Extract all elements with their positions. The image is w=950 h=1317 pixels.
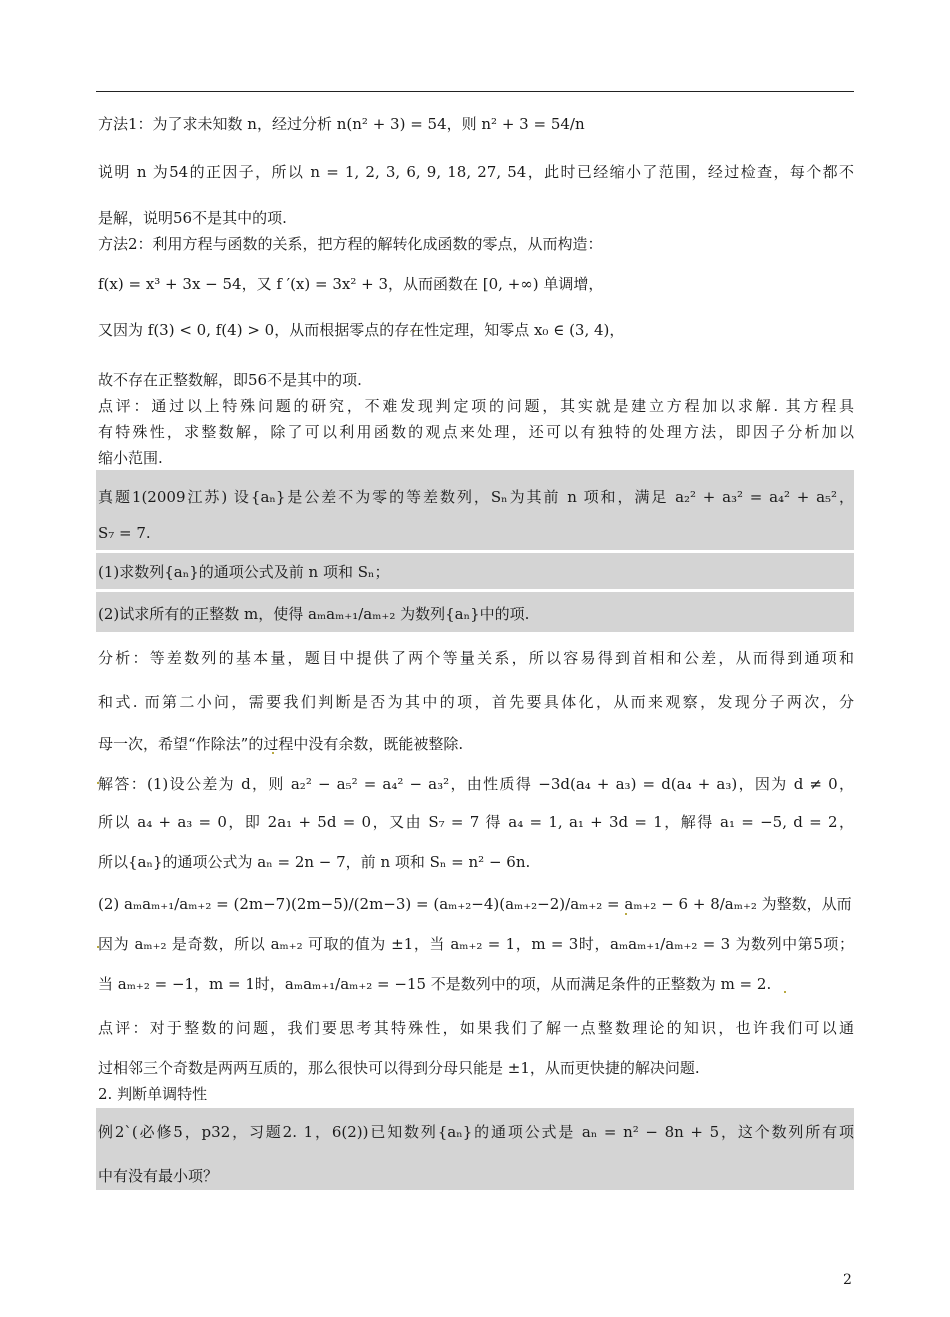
page-number: 2 <box>843 1272 852 1288</box>
text-line: 当 aₘ₊₂ = −1，m = 1时，aₘaₘ₊₁/aₘ₊₂ = −15 不是数列中的项，从而满足条件的正整数为 m = 2. <box>98 975 772 993</box>
text-line: 方法2：利用方程与函数的关系，把方程的解转化成函数的零点，从而构造： <box>98 235 603 253</box>
problem-part-1: (1)求数列{aₙ}的通项公式及前 n 项和 Sₙ； <box>98 563 390 581</box>
text-line: 又因为 f(3) < 0, f(4) > 0，从而根据零点的存在性定理，知零点 x₀ ∈ (3, 4)， <box>98 321 625 339</box>
text-line: 所以{aₙ}的通项公式为 aₙ = 2n − 7，前 n 项和 Sₙ = n² − 6n. <box>98 853 531 871</box>
text-line: (2) aₘaₘ₊₁/aₘ₊₂ = (2m−7)(2m−5)/(2m−3) = (aₘ₊₂−4)(aₘ₊₂−2)/aₘ₊₂ = aₘ₊₂ − 6 + 8/aₘ₊₂ 为整数，从而 <box>98 895 852 913</box>
text-line: 和式. 而第二小问，需要我们判断是否为其中的项，首先要具体化，从而来观察，发现分子两次，分 <box>98 693 854 711</box>
text-line: 缩小范围. <box>98 449 163 467</box>
text-line: 分析：等差数列的基本量，题目中提供了两个等量关系，所以容易得到首相和公差，从而得到通项和 <box>98 649 854 667</box>
text-line: 方法1：为了求未知数 n，经过分析 n(n² + 3) = 54，则 n² + 3 = 54/n <box>98 115 585 133</box>
text-line: 有特殊性，求整数解，除了可以利用函数的观点来处理，还可以有独特的处理方法，即因子分析加以 <box>98 423 854 441</box>
text-line: S₇ = 7. <box>98 524 151 542</box>
text-line: 母一次，希望“作除法”的过程中没有余数，既能被整除. <box>98 735 464 753</box>
text-line: 中有没有最小项？ <box>98 1167 219 1185</box>
text-line: 解答：(1)设公差为 d，则 a₂² − a₅² = a₄² − a₃²，由性质得 −3d(a₄ + a₃) = d(a₄ + a₃)，因为 d ≠ 0， <box>98 775 854 793</box>
problem-part-2: (2)试求所有的正整数 m，使得 aₘaₘ₊₁/aₘ₊₂ 为数列{aₙ}中的项. <box>98 605 530 623</box>
text-line: 因为 aₘ₊₂ 是奇数，所以 aₘ₊₂ 可取的值为 ±1，当 aₘ₊₂ = 1，m = 3时，aₘaₘ₊₁/aₘ₊₂ = 3 为数列中第5项； <box>98 935 854 953</box>
section-heading: 2. 判断单调特性 <box>98 1085 208 1103</box>
text-line: 是解，说明56不是其中的项. <box>98 209 287 227</box>
text-line: 所以 a₄ + a₃ = 0，即 2a₁ + 5d = 0，又由 S₇ = 7 得 a₄ = 1, a₁ + 3d = 1，解得 a₁ = −5, d = 2， <box>98 813 854 831</box>
text-line: f(x) = x³ + 3x − 54，又 f ′(x) = 3x² + 3，从而函数在 [0, +∞) 单调增， <box>98 275 604 293</box>
text-line: 故不存在正整数解，即56不是其中的项. <box>98 371 362 389</box>
top-rule <box>96 91 854 92</box>
text-line: 点评：通过以上特殊问题的研究，不难发现判定项的问题，其实就是建立方程加以求解. 其方程具 <box>98 397 854 415</box>
text-line: 点评：对于整数的问题，我们要思考其特殊性，如果我们了解一点整数理论的知识，也许我们可以通 <box>98 1019 854 1037</box>
example-title: 例2`(必修5，p32，习题2. 1，6(2))已知数列{aₙ}的通项公式是 aₙ = n² − 8n + 5，这个数列所有项 <box>98 1123 854 1141</box>
problem-title: 真题1(2009江苏) 设{aₙ}是公差不为零的等差数列，Sₙ为其前 n 项和，满足 a₂² + a₃² = a₄² + a₅²， <box>98 488 854 506</box>
text-line: 过相邻三个奇数是两两互质的，那么很快可以得到分母只能是 ±1，从而更快捷的解决问题. <box>98 1059 700 1077</box>
text-line: 说明 n 为54的正因子，所以 n = 1, 2, 3, 6, 9, 18, 27, 54，此时已经缩小了范围，经过检查，每个都不 <box>98 163 854 181</box>
